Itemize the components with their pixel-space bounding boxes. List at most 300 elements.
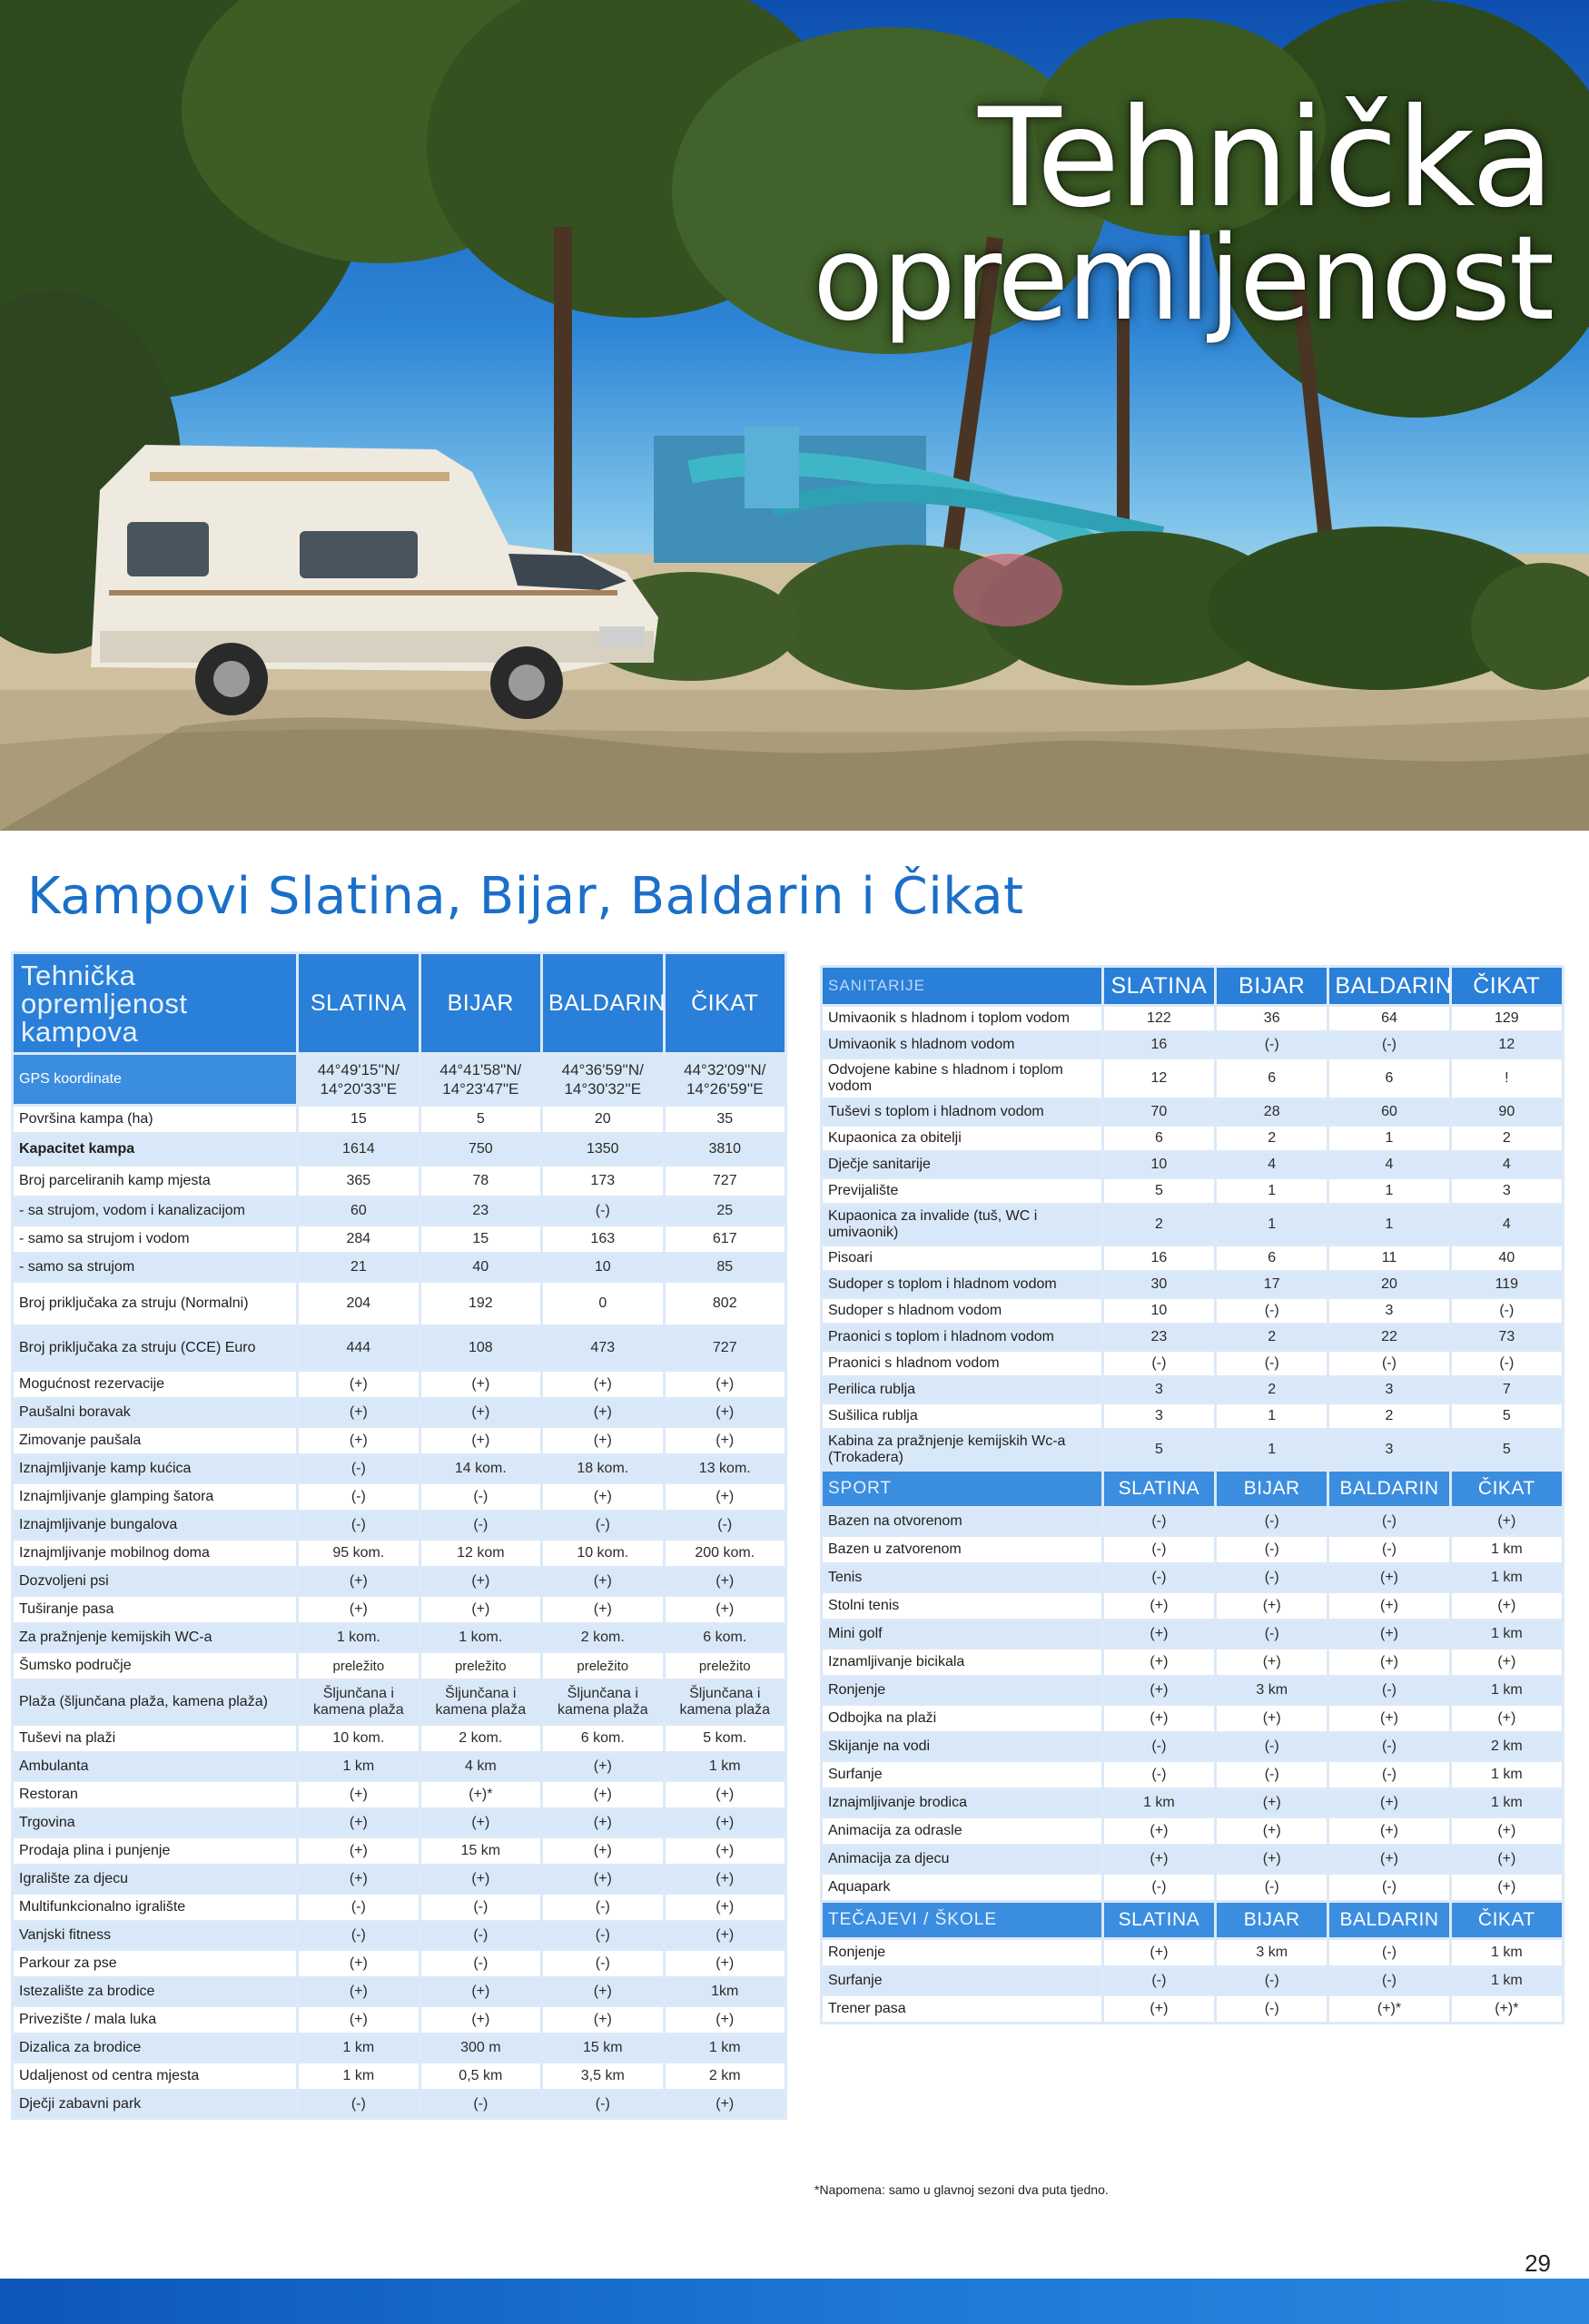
cell-cikat: (+) [666,1810,785,1836]
cell-bijar: (+) [421,1569,540,1594]
cell-slatina: 23 [1104,1325,1214,1349]
cell-bijar: 3 km [1217,1940,1327,1965]
cell-bijar: (-) [1217,1299,1327,1323]
row-label: Kapacitet kampa [14,1135,296,1164]
cell-slatina: (+) [299,1951,418,1976]
row-label: Ronjenje [823,1678,1101,1703]
cell-cikat: 727 [666,1167,785,1196]
cell-slatina: 21 [299,1255,418,1280]
cell-slatina: (-) [1104,1734,1214,1759]
table-row [823,1033,1562,1057]
cell-slatina: 16 [1104,1246,1214,1270]
cell-cikat: 617 [666,1226,785,1252]
cell-bijar: (-) [1217,1968,1327,1994]
cell-slatina: (+) [299,1979,418,2004]
cell-slatina: 70 [1104,1100,1214,1124]
table-row [823,1940,1562,1965]
cell-baldarin: (-) [543,1512,662,1538]
table-row [14,1283,785,1324]
cell-slatina: (+) [1104,1846,1214,1872]
cell-slatina: 60 [299,1198,418,1224]
row-label: Mini golf [823,1621,1101,1647]
cell-slatina: (-) [1104,1352,1214,1375]
cell-baldarin: 11 [1329,1246,1448,1270]
cell-cikat: 2 km [1452,1734,1562,1759]
cell-cikat: 2 [1452,1127,1562,1150]
row-label: Istezalište za brodice [14,1979,296,2004]
table-row [14,1400,785,1425]
row-label: Odvojene kabine s hladnom i toplom vodom [823,1059,1101,1098]
cell-baldarin: (-) [1329,1678,1448,1703]
cell-bijar: (-) [421,1895,540,1920]
cell-baldarin: Šljunčana i kamena plaža [543,1681,662,1723]
cell-baldarin: 6 [1329,1059,1448,1098]
row-label: Bazen na otvorenom [823,1509,1101,1534]
row-label: Iznajmljivanje mobilnog doma [14,1541,296,1566]
cell-baldarin: (-) [1329,1875,1448,1900]
cell-bijar: (-) [1217,1033,1327,1057]
row-label: Praonici s toplom i hladnom vodom [823,1325,1101,1349]
cell-bijar: (-) [421,2092,540,2117]
table-row [823,1996,1562,2022]
table-row [823,1706,1562,1731]
cell-slatina: 6 [1104,1127,1214,1150]
cell-slatina: (+) [299,1838,418,1864]
cell-cikat: 5 kom. [666,1726,785,1751]
cell-cikat: 1 km [1452,1790,1562,1816]
cell-baldarin: (+) [543,1400,662,1425]
table-row [823,1968,1562,1994]
facilities-rows [823,968,1562,2022]
row-label: Trgovina [14,1810,296,1836]
table-row [14,1372,785,1397]
cell-slatina: 10 [1104,1153,1214,1177]
table-row [14,1327,785,1369]
cell-bijar: (-) [1217,1537,1327,1562]
cell-baldarin: 473 [543,1327,662,1369]
cell-bijar: 17 [1217,1273,1327,1296]
cell-bijar: (-) [1217,1565,1327,1590]
row-label: Sušilica rublja [823,1404,1101,1428]
row-label: Previjalište [823,1179,1101,1203]
column-header-slatina: SLATINA [1104,1472,1214,1506]
cell-gps-slatina: 44°49'15''N/ 14°20'33''E [299,1055,418,1104]
cell-baldarin: (+) [1329,1818,1448,1844]
cell-baldarin: 64 [1329,1007,1448,1030]
cell-slatina: 444 [299,1327,418,1369]
cell-cikat: 1km [666,1979,785,2004]
row-label: Mogućnost rezervacije [14,1372,296,1397]
cell-bijar: (+)* [421,1782,540,1807]
cell-bijar: (-) [1217,1734,1327,1759]
cell-cikat: 5 [1452,1431,1562,1469]
cell-slatina: (-) [299,1456,418,1482]
cell-slatina: 12 [1104,1059,1214,1098]
cell-cikat: (+) [1452,1706,1562,1731]
cell-slatina: (-) [299,1484,418,1510]
footer-bar [0,2279,1589,2324]
cell-bijar: (-) [1217,1509,1327,1534]
cell-bijar: preležito [421,1653,540,1679]
cell-baldarin: (-) [1329,1968,1448,1994]
cell-cikat: 90 [1452,1100,1562,1124]
cell-cikat: 73 [1452,1325,1562,1349]
camp-equipment-rows [14,1055,785,2117]
cell-bijar: (-) [1217,1996,1327,2022]
column-header-bijar: BIJAR [1217,1903,1327,1937]
cell-cikat: 85 [666,1255,785,1280]
table-row-gps [14,1055,785,1104]
cell-bijar: (-) [421,1951,540,1976]
row-label: Dječje sanitarije [823,1153,1101,1177]
table-row [14,2063,785,2089]
cell-bijar: 28 [1217,1100,1327,1124]
table-row [14,1597,785,1622]
column-header-cikat: ČIKAT [1452,968,1562,1004]
table-row [14,1569,785,1594]
cell-cikat: (+) [1452,1509,1562,1534]
cell-baldarin: 10 [543,1255,662,1280]
cell-bijar: 1 [1217,1206,1327,1244]
cell-bijar: 300 m [421,2035,540,2061]
row-label: Kupaonica za invalide (tuš, WC i umivaonik) [823,1206,1101,1244]
column-header-baldarin: BALDARIN [1329,968,1448,1004]
cell-slatina: (-) [1104,1537,1214,1562]
table-row [14,1923,785,1948]
cell-cikat: 1 km [1452,1968,1562,1994]
cell-cikat: (+) [666,1782,785,1807]
cell-bijar: 4 [1217,1153,1327,1177]
cell-slatina: 16 [1104,1033,1214,1057]
cell-baldarin: (-) [543,1895,662,1920]
row-label: Iznajmljivanje kamp kućica [14,1456,296,1482]
column-header-slatina: SLATINA [1104,968,1214,1004]
cell-baldarin: (+) [543,1754,662,1779]
cell-slatina: (-) [1104,1875,1214,1900]
cell-cikat: ! [1452,1059,1562,1098]
table-row [823,1325,1562,1349]
table-row [823,1404,1562,1428]
row-label: Tenis [823,1565,1101,1590]
cell-bijar: (-) [1217,1762,1327,1787]
table-row [823,1153,1562,1177]
cell-slatina: (+) [1104,1940,1214,1965]
cell-bijar: (+) [1217,1649,1327,1675]
table-row [14,1653,785,1679]
cell-gps-bijar: 44°41'58"N/ 14°23'47"E [421,1055,540,1104]
cell-cikat: 129 [1452,1007,1562,1030]
table-row [14,1625,785,1650]
table-row [823,1299,1562,1323]
cell-bijar: (-) [1217,1621,1327,1647]
cell-cikat: 727 [666,1327,785,1369]
row-label: Iznamljivanje bicikala [823,1649,1101,1675]
hero-photo [0,0,1589,831]
cell-baldarin: 60 [1329,1100,1448,1124]
row-label: Privezište / mala luka [14,2007,296,2033]
cell-baldarin: (-) [1329,1033,1448,1057]
cell-bijar: (+) [421,1428,540,1453]
column-header-baldarin: BALDARIN [543,954,662,1052]
cell-cikat: 25 [666,1198,785,1224]
cell-cikat: (+) [666,2007,785,2033]
row-label: Iznajmljivanje bungalova [14,1512,296,1538]
cell-slatina: 30 [1104,1273,1214,1296]
cell-slatina: (-) [299,1923,418,1948]
table-row [823,1431,1562,1469]
cell-baldarin: 4 [1329,1153,1448,1177]
table-row [14,1754,785,1779]
table-row [14,1726,785,1751]
cell-slatina: (+) [1104,1706,1214,1731]
cell-cikat: (-) [1452,1352,1562,1375]
cell-bijar: 750 [421,1135,540,1164]
cell-slatina: 204 [299,1283,418,1324]
cell-baldarin: (+) [543,1810,662,1836]
row-label: Iznajmljivanje glamping šatora [14,1484,296,1510]
row-label: Ronjenje [823,1940,1101,1965]
cell-bijar: (+) [421,1400,540,1425]
table-row [14,1541,785,1566]
table-row [14,1782,785,1807]
row-label: Pisoari [823,1246,1101,1270]
table-row [14,1681,785,1723]
cell-cikat: 35 [666,1107,785,1132]
cell-baldarin: (+) [543,1597,662,1622]
cell-gps-cikat: 44°32'09''N/ 14°26'59''E [666,1055,785,1104]
table-row [823,1762,1562,1787]
cell-bijar: 6 [1217,1246,1327,1270]
row-label: Broj priključaka za struju (Normalni) [14,1283,296,1324]
cell-cikat: (+)* [1452,1996,1562,2022]
section-title: Kampovi Slatina, Bijar, Baldarin i Čikat [27,867,1024,926]
cell-baldarin: (+) [1329,1649,1448,1675]
cell-slatina: (-) [1104,1968,1214,1994]
cell-cikat: (+) [666,1372,785,1397]
cell-cikat: Šljunčana i kamena plaža [666,1681,785,1723]
cell-bijar: 2 [1217,1127,1327,1150]
cell-bijar: 192 [421,1283,540,1324]
cell-cikat: preležito [666,1653,785,1679]
cell-baldarin: 1 [1329,1179,1448,1203]
table-row [14,2092,785,2117]
cell-slatina: 10 [1104,1299,1214,1323]
cell-bijar: (-) [1217,1875,1327,1900]
cell-baldarin: (+) [1329,1593,1448,1619]
section-header-sanitarije [823,968,1562,1004]
table-corner-title: Tehnička opremljenost kampova [14,954,296,1052]
table-row [14,1951,785,1976]
cell-cikat: (+) [666,1838,785,1864]
cell-slatina: 1 kom. [299,1625,418,1650]
cell-bijar: 15 [421,1226,540,1252]
cell-slatina: (+) [1104,1678,1214,1703]
column-header-cikat: ČIKAT [666,954,785,1052]
cell-bijar: (+) [1217,1818,1327,1844]
cell-baldarin: (-) [1329,1762,1448,1787]
cell-baldarin: 1350 [543,1135,662,1164]
cell-slatina: (+) [299,1597,418,1622]
cell-cikat: (+) [666,1923,785,1948]
cell-slatina: preležito [299,1653,418,1679]
cell-cikat: 200 kom. [666,1541,785,1566]
cell-slatina: (+) [1104,1593,1214,1619]
cell-baldarin: (+) [543,1782,662,1807]
cell-slatina: 5 [1104,1431,1214,1469]
table-row [14,1198,785,1224]
cell-baldarin: 163 [543,1226,662,1252]
cell-slatina: (-) [299,2092,418,2117]
row-label: Bazen u zatvorenom [823,1537,1101,1562]
table-row [823,1059,1562,1098]
row-label: Aquapark [823,1875,1101,1900]
cell-bijar: Šljunčana i kamena plaža [421,1681,540,1723]
cell-baldarin: (+) [543,1979,662,2004]
cell-cikat: (-) [666,1512,785,1538]
section-title-sanitarije: SANITARIJE [823,968,1101,1004]
cell-baldarin: (+) [543,1428,662,1453]
cell-bijar: 14 kom. [421,1456,540,1482]
cell-baldarin: 3 [1329,1431,1448,1469]
cell-cikat: 1 km [1452,1565,1562,1590]
cell-bijar: (+) [1217,1706,1327,1731]
cell-cikat: 1 km [666,1754,785,1779]
column-header-cikat: ČIKAT [1452,1903,1562,1937]
row-label: Za pražnjenje kemijskih WC-a [14,1625,296,1650]
cell-baldarin: 15 km [543,2035,662,2061]
cell-baldarin: (+)* [1329,1996,1448,2022]
row-label: Umivaonik s hladnom i toplom vodom [823,1007,1101,1030]
cell-slatina: 284 [299,1226,418,1252]
cell-cikat: 1 km [1452,1940,1562,1965]
cell-slatina: 1 km [299,1754,418,1779]
cell-bijar: 78 [421,1167,540,1196]
cell-bijar: 23 [421,1198,540,1224]
cell-baldarin: (+) [543,1372,662,1397]
column-header-slatina: SLATINA [1104,1903,1214,1937]
cell-slatina: 5 [1104,1179,1214,1203]
cell-cikat: 119 [1452,1273,1562,1296]
cell-cikat: 6 kom. [666,1625,785,1650]
row-label: Sudoper s toplom i hladnom vodom [823,1273,1101,1296]
cell-cikat: 1 km [1452,1537,1562,1562]
cell-baldarin: 10 kom. [543,1541,662,1566]
cell-bijar: (-) [421,1484,540,1510]
table-row [823,1649,1562,1675]
cell-cikat: (+) [666,2092,785,2117]
cell-baldarin: 20 [543,1107,662,1132]
table-row [823,1179,1562,1203]
cell-slatina: (+) [1104,1818,1214,1844]
facilities-table [820,965,1564,2024]
cell-baldarin: 0 [543,1283,662,1324]
cell-bijar: (-) [421,1512,540,1538]
cell-baldarin: (+) [1329,1565,1448,1590]
cell-slatina: (+) [1104,1996,1214,2022]
table-row [14,2035,785,2061]
column-header-cikat: ČIKAT [1452,1472,1562,1506]
cell-baldarin: (-) [543,2092,662,2117]
row-label: Animacija za djecu [823,1846,1101,1872]
cell-cikat: (-) [1452,1299,1562,1323]
table-row [823,1621,1562,1647]
cell-slatina: 1614 [299,1135,418,1164]
table-row [14,1226,785,1252]
row-label: Zimovanje paušala [14,1428,296,1453]
row-label: Surfanje [823,1968,1101,1994]
cell-bijar: 1 [1217,1431,1327,1469]
cell-baldarin: 2 [1329,1404,1448,1428]
cell-cikat: 40 [1452,1246,1562,1270]
row-label: Broj parceliranih kamp mjesta [14,1167,296,1196]
table-row [14,1866,785,1892]
cell-bijar: 3 km [1217,1678,1327,1703]
row-label: Ambulanta [14,1754,296,1779]
row-label: - sa strujom, vodom i kanalizacijom [14,1198,296,1224]
cell-bijar: 5 [421,1107,540,1132]
cell-cikat: (+) [666,1597,785,1622]
cell-baldarin: 3 [1329,1378,1448,1402]
cell-cikat: 3810 [666,1135,785,1164]
cell-bijar: 40 [421,1255,540,1280]
footnote: *Napomena: samo u glavnoj sezoni dva puta tjedno. [814,2182,1109,2197]
column-header-slatina: SLATINA [299,954,418,1052]
cell-slatina: (+) [299,1372,418,1397]
cell-baldarin: 3 [1329,1299,1448,1323]
cell-cikat: 7 [1452,1378,1562,1402]
row-label: Tuširanje pasa [14,1597,296,1622]
cell-cikat: (+) [666,1400,785,1425]
cell-bijar: (+) [421,1372,540,1397]
row-label: Broj priključaka za struju (CCE) Euro [14,1327,296,1369]
cell-cikat: (+) [666,1866,785,1892]
cell-cikat: 5 [1452,1404,1562,1428]
table-row [14,1484,785,1510]
cell-cikat: 1 km [1452,1621,1562,1647]
row-label: Kupaonica za obitelji [823,1127,1101,1150]
row-label: Parkour za pse [14,1951,296,1976]
cell-baldarin: (-) [1329,1940,1448,1965]
cell-bijar: 1 [1217,1179,1327,1203]
cell-bijar: 2 [1217,1378,1327,1402]
cell-bijar: (+) [421,1866,540,1892]
cell-baldarin: (-) [1329,1352,1448,1375]
hero-title-line1: Tehnička [978,80,1553,238]
row-label: Odbojka na plaži [823,1706,1101,1731]
cell-cikat: 802 [666,1283,785,1324]
table-row [14,1838,785,1864]
row-label: Igralište za djecu [14,1866,296,1892]
row-label: Animacija za odrasle [823,1818,1101,1844]
table-row [823,1818,1562,1844]
row-label: GPS koordinate [14,1055,296,1104]
section-title-sport: SPORT [823,1472,1101,1506]
table-row [14,1107,785,1132]
section-title-tecajevi: TEČAJEVI / ŠKOLE [823,1903,1101,1937]
cell-bijar: (+) [421,1979,540,2004]
cell-slatina: (+) [299,1569,418,1594]
table-row [823,1790,1562,1816]
cell-slatina: 1 km [299,2035,418,2061]
table-row [14,1135,785,1164]
cell-baldarin: (+) [1329,1846,1448,1872]
cell-bijar: 2 kom. [421,1726,540,1751]
cell-baldarin: 1 [1329,1206,1448,1244]
cell-bijar: (+) [421,1597,540,1622]
table-row [823,1206,1562,1244]
row-label: Dječji zabavni park [14,2092,296,2117]
cell-bijar: 2 [1217,1325,1327,1349]
